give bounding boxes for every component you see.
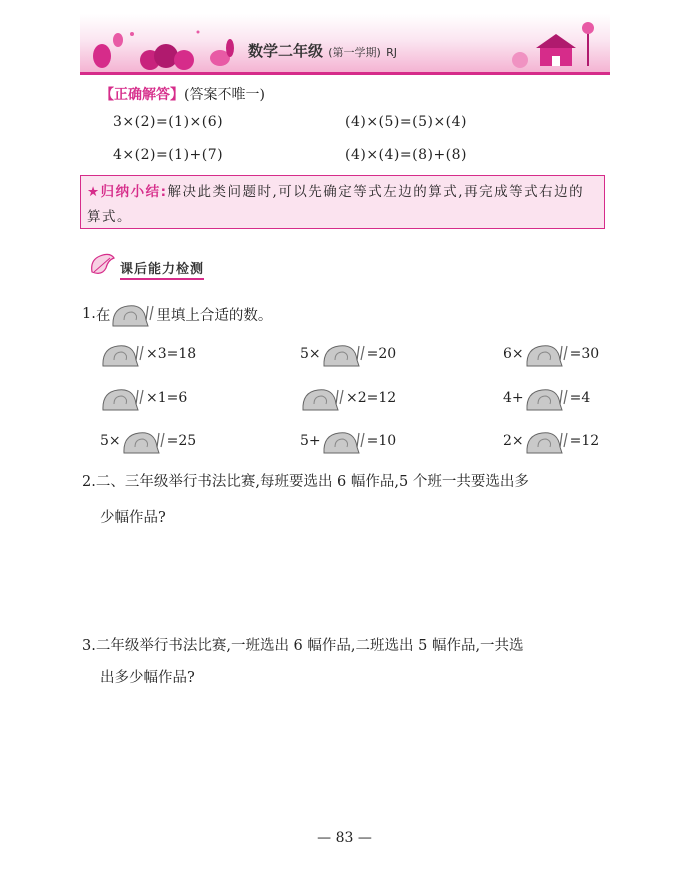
equation-after: =30 [569, 346, 600, 362]
answer-equation: (4)×(4)=(8)+(8) [345, 147, 468, 163]
blank-equation [100, 384, 187, 412]
equation-after: ×3=18 [146, 346, 197, 362]
pencil-leaf-icon [88, 250, 118, 278]
page-header-title [248, 40, 397, 61]
flower-decoration-icon [93, 31, 234, 71]
question-number: 1. [82, 306, 96, 322]
equation-after: =25 [166, 433, 197, 449]
snail-blank-icon[interactable] [100, 340, 146, 368]
equation-after: ×1=6 [146, 390, 188, 406]
blank-equation [100, 340, 196, 368]
equation-after: =12 [569, 433, 600, 449]
snail-blank-icon[interactable] [321, 340, 367, 368]
equation-before: 5+ [300, 433, 321, 449]
question-2-line: 2.二、三年级举行书法比赛,每班要选出 6 幅作品,5 个班一共要选出多 [82, 474, 529, 490]
equation-before: 5× [100, 433, 121, 449]
blank-equation [503, 384, 590, 412]
snail-blank-icon[interactable] [524, 427, 570, 455]
equation-before: 5× [300, 346, 321, 362]
answer-note: (答案不唯一) [184, 87, 265, 103]
question-3-line: 出多少幅作品? [100, 670, 195, 686]
snail-blank-icon[interactable] [300, 384, 346, 412]
answer-tag: 【正确解答】 [100, 87, 184, 103]
equation-after: =10 [366, 433, 397, 449]
page-number: — 83 — [317, 830, 372, 846]
equation-before: 2× [503, 433, 524, 449]
section-title: 课后能力检测 [120, 258, 204, 280]
blank-equation [100, 427, 196, 455]
blank-equation [300, 340, 396, 368]
house-decoration-icon [512, 22, 594, 68]
summary-tag: ★归纳小结: [87, 184, 168, 200]
snail-blank-icon[interactable] [100, 384, 146, 412]
snail-blank-icon[interactable] [524, 340, 570, 368]
summary-text: 解决此类问题时,可以先确定等式左边的算式,再完成等式右边的算式。 [87, 184, 585, 225]
equation-after: ×2=12 [346, 390, 397, 406]
question-2-line: 少幅作品? [100, 510, 166, 526]
header-edition: RJ [386, 46, 397, 59]
header-subtitle: (第一学期) [328, 46, 381, 59]
question-suffix: 里填上合适的数。 [156, 307, 273, 324]
answer-equation: (4)×(5)=(5)×(4) [345, 114, 468, 130]
equation-before: 6× [503, 346, 524, 362]
question-3-line: 3.二年级举行书法比赛,一班选出 6 幅作品,二班选出 5 幅作品,一共选 [82, 638, 524, 654]
header-title: 数学二年级 [248, 42, 324, 60]
answer-equation: 3×(2)=(1)×(6) [113, 114, 224, 130]
blank-equation [300, 427, 396, 455]
answer-equation: 4×(2)=(1)+(7) [113, 147, 224, 163]
snail-icon [110, 300, 156, 328]
snail-blank-icon[interactable] [121, 427, 167, 455]
question-1-prompt [82, 300, 272, 328]
equation-after: =20 [366, 346, 397, 362]
snail-blank-icon[interactable] [321, 427, 367, 455]
question-prefix: 在 [95, 307, 111, 324]
blank-equation [503, 340, 599, 368]
summary-box [80, 175, 605, 229]
answer-heading [100, 84, 265, 104]
snail-blank-icon[interactable] [524, 384, 570, 412]
blank-equation [503, 427, 599, 455]
equation-after: =4 [569, 390, 591, 406]
equation-before: 4+ [503, 390, 524, 406]
blank-equation [300, 384, 396, 412]
